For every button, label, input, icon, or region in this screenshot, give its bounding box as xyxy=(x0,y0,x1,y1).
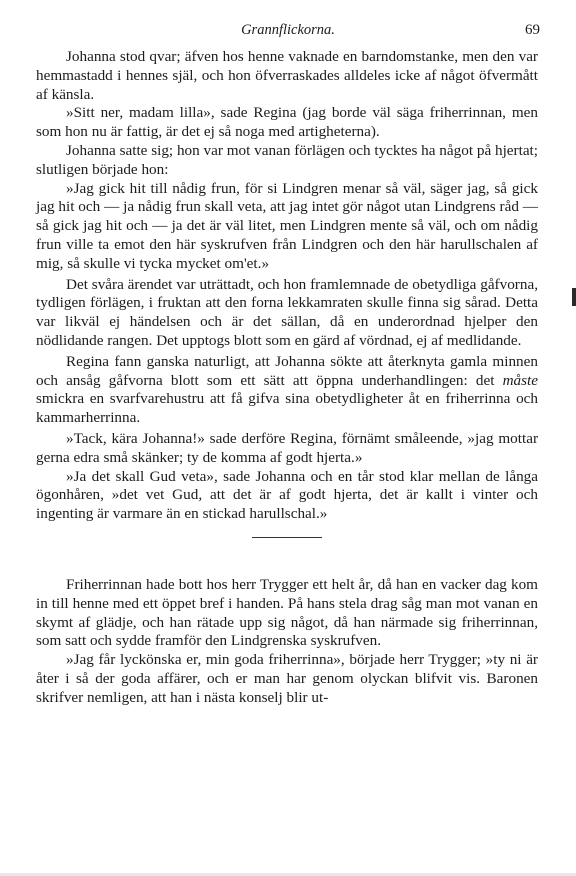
paragraph-text: Regina fann ganska naturligt, att Johanna sökte att återknyta gamla minnen och ansåg gåfvorna blott som ett sätt att öppna underhandlingen: det xyxy=(36,352,538,389)
paragraph: Det svåra ärendet var uträttadt, och hon framlemnade de obetydliga gåfvorna, tydligen förlägen, i fruktan att den forna lekkamraten skulle finna sig sårad. Detta var likväl ej händelsen och är det sällan, då en underordnad hjelper den nödlidande rangen. Det upptogs blott som en gärd af vördnad, ej af medlidande. xyxy=(36,275,538,349)
section-separator xyxy=(252,537,322,538)
margin-mark xyxy=(572,288,576,306)
running-title: Grannflickorna. xyxy=(241,22,335,38)
emphasized-word: måste xyxy=(502,371,538,389)
paragraph: »Tack, kära Johanna!» sade derföre Regina, förnämt småleende, »jag mottar gerna edra små skänker; ty de komma af godt hjerta.» xyxy=(36,429,538,466)
paragraph: »Sitt ner, madam lilla», sade Regina (jag borde väl säga friherrinnan, men som hon nu är fattig, är det ej så noga med artigheterna). xyxy=(36,104,538,141)
paragraph: Friherrinnan hade bott hos herr Trygger ett helt år, då han en vacker dag kom in till henne med ett öppet bref i handen. På hans stela drag såg man mot vanan en skymt af glädje, och han rätade upp sig något, då han närmade sig friherrinnan, som satt och sydde framför den Lindgrenska syskrufven. xyxy=(36,575,538,650)
paragraph: Johanna stod qvar; äfven hos henne vaknade en barndomstanke, men den var hemmastadd i hennes själ, och hon öfverraskades alldeles icke af något öfvermått af känsla. xyxy=(36,48,538,103)
paragraph xyxy=(36,353,538,428)
paragraph: »Ja det skall Gud veta», sade Johanna och en tår stod klar mellan de långa ögonhåren, »det vet Gud, att det är af godt hjerta, det är kallt i vinter och ingenting är varmare än en stickad harullschal.» xyxy=(36,467,538,523)
paragraph: »Jag gick hit till nådig frun, för si Lindgren menar så väl, säger jag, så gick jag hit och — ja nådig frun skall veta, att jag intet gör något utan Lindgrens råd — så gick jag hit och — ja det är väl litet, men Lindgren mente så väl, och om nådig frun ville ta emot den här syskrufven från Lindgren och den här harullschalen af mig, så skulle vi tycka mycket om'et.» xyxy=(36,179,538,272)
paragraph: »Jag får lyckönska er, min goda friherrinna», började herr Trygger; »ty ni är åter i så der goda affärer, och er man har genom olyckan blifvit vis. Baronen skrifver nemligen, att han i nästa konselj blir ut- xyxy=(36,651,538,706)
running-head xyxy=(36,22,540,42)
page-number: 69 xyxy=(525,22,540,38)
paragraph: Johanna satte sig; hon var mot vanan förlägen och tycktes ha något på hjertat; slutligen började hon: xyxy=(36,141,538,178)
paragraph-text: smickra en svarfvarehustru att få gifva sina obetydligheter åt en friherrinna och kammarherrinna. xyxy=(36,390,538,427)
body-text xyxy=(36,48,538,708)
